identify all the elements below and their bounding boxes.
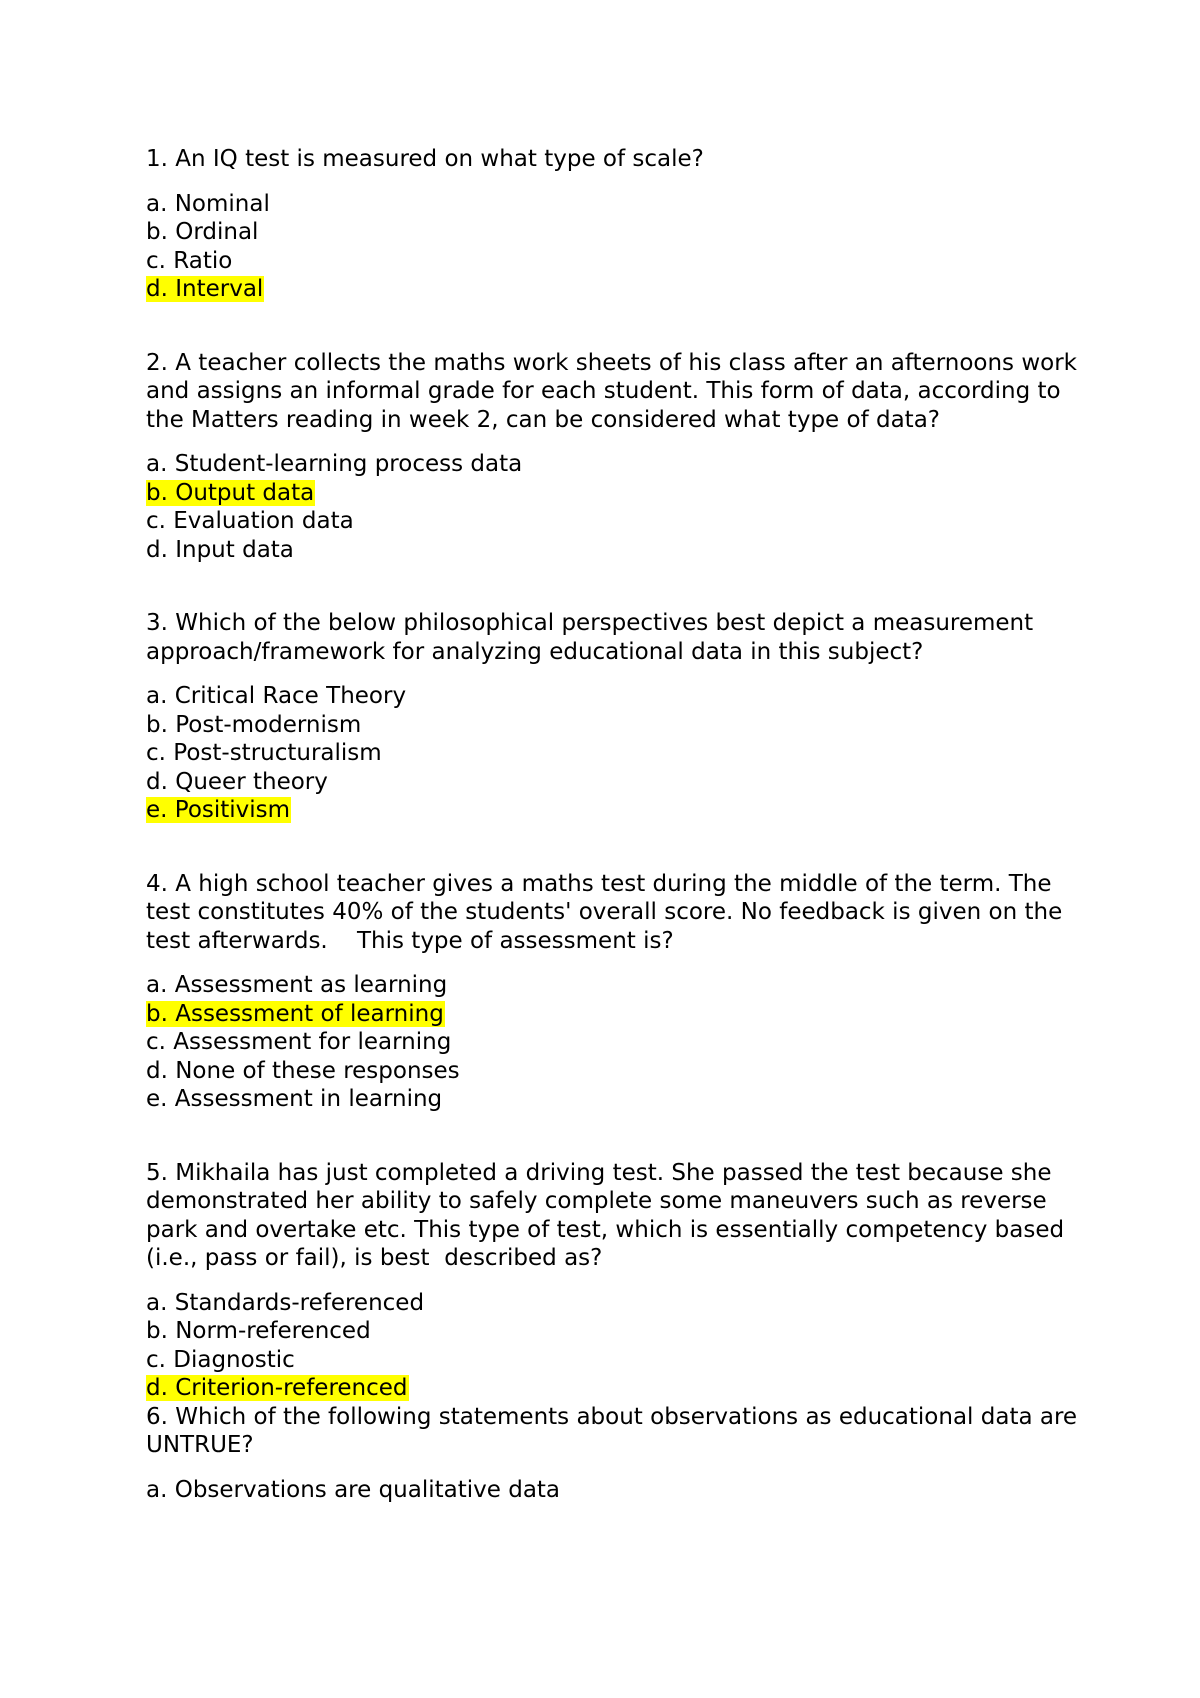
option-list: [146, 1476, 1086, 1505]
question-text: 5. Mikhaila has just completed a driving test. She passed the test because she demonstrated her ability to safely complete some maneuvers such as reverse park and overtake etc. This type of test, which is essentially competency based (i.e., pass or fail), is best described as?: [146, 1159, 1072, 1271]
option: d. Input data: [146, 536, 294, 563]
option: a. Assessment as learning: [146, 972, 448, 998]
option: c. Post-structuralism: [146, 740, 382, 766]
spacer: [146, 825, 1086, 870]
option-list: [146, 682, 1086, 825]
option: c. Diagnostic: [146, 1346, 295, 1373]
option: b. Ordinal: [146, 219, 259, 245]
option: c. Assessment for learning: [146, 1029, 452, 1055]
question-6: [146, 1403, 1086, 1505]
question-4: [146, 870, 1086, 1114]
question-text: 2. A teacher collects the maths work sheets of his class after an afternoons work and assigns an informal grade for each student. This form of data, according to the Matters reading in week 2, can be considered what type of data?: [146, 349, 1085, 433]
option: c. Ratio: [146, 247, 233, 274]
option-list: [146, 450, 1086, 564]
question-3: [146, 609, 1086, 825]
option-highlighted-answer: b. Assessment of learning: [146, 1000, 444, 1027]
option: e. Assessment in learning: [146, 1086, 443, 1112]
spacer: [146, 564, 1086, 609]
question-text: 4. A high school teacher gives a maths test during the middle of the term. The test constitutes 40% of the students' overall score. No feedback is given on the test afterwards. This type of assessment is?: [146, 870, 1070, 954]
option: a. Observations are qualitative data: [146, 1476, 561, 1503]
spacer: [146, 1114, 1086, 1159]
option: d. None of these responses: [146, 1057, 460, 1084]
question-1: [146, 145, 1086, 304]
option: a. Standards-referenced: [146, 1289, 425, 1316]
spacer: [146, 304, 1086, 349]
option: a. Critical Race Theory: [146, 683, 407, 709]
option-highlighted-answer: d. Criterion-referenced: [146, 1375, 408, 1401]
question-text: 3. Which of the below philosophical perspectives best depict a measurement approach/framework for analyzing educational data in this subject?: [146, 610, 1041, 665]
option-highlighted-answer: d. Interval: [146, 276, 264, 302]
question-2: [146, 349, 1086, 565]
option-highlighted-answer: e. Positivism: [146, 797, 291, 823]
option: a. Nominal: [146, 190, 270, 217]
question-text: 6. Which of the following statements about observations as educational data are UNTRUE?: [146, 1403, 1085, 1458]
question-5: [146, 1159, 1086, 1403]
option: d. Queer theory: [146, 768, 328, 795]
option-highlighted-answer: b. Output data: [146, 479, 315, 506]
option: b. Post-modernism: [146, 711, 362, 738]
option: c. Evaluation data: [146, 508, 354, 534]
question-text: 1. An IQ test is measured on what type of scale?: [146, 146, 704, 172]
option-list: [146, 971, 1086, 1114]
option-list: [146, 190, 1086, 304]
option: a. Student-learning process data: [146, 451, 523, 477]
option: b. Norm-referenced: [146, 1318, 371, 1344]
document-page: [146, 145, 1086, 1504]
option-list: [146, 1289, 1086, 1403]
